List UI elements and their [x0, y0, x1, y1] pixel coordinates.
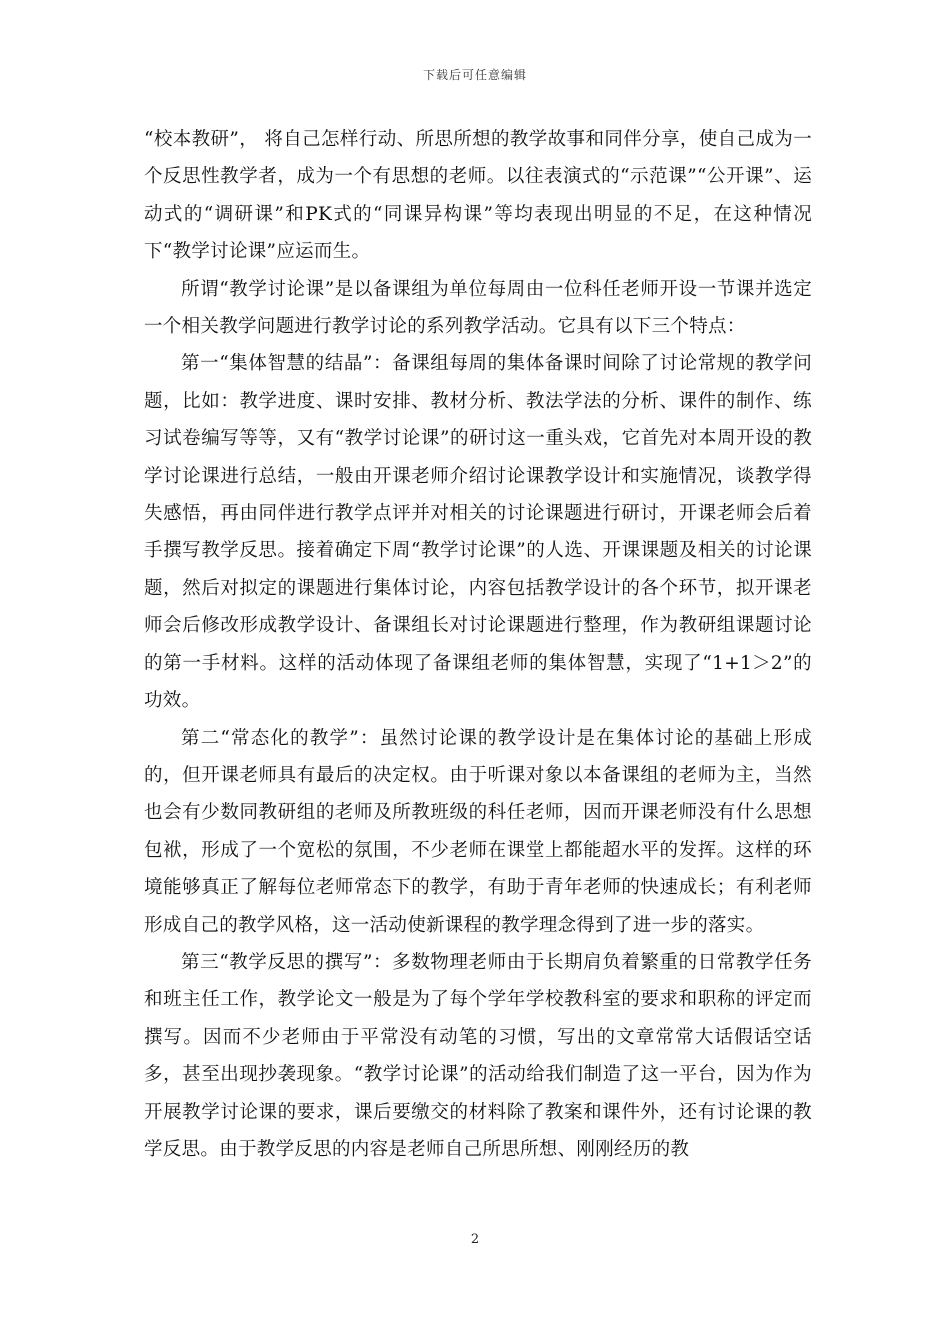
- paragraph-1: “校本教研”， 将自己怎样行动、所思所想的教学故事和同伴分享，使自己成为一个反思性教学者，成为一个有思想的老师。以往表演式的“示范课”“公开课”、运动式的“调研课”和PK式的“同课异构课”等均表现出明显的不足，在这种情况下“教学讨论课”应运而生。: [144, 129, 812, 263]
- paragraph-5: 第三“教学反思的撰写”：多数物理老师由于长期肩负着繁重的日常教学任务和班主任工作，教学论文一般是为了每个学年学校教科室的要求和职称的评定而撰写。因而不少老师由于平常没有动笔的习惯，写出的文章常常大话假话空话多，甚至出现抄袭现象。“教学讨论课”的活动给我们制造了这一平台，因为作为开展教学讨论课的要求，课后要缴交的材料除了教案和课件外，还有讨论课的教学反思。由于教学反思的内容是老师自己所思所想、刚刚经历的教: [144, 951, 812, 1160]
- page-number: 2: [470, 1232, 480, 1247]
- paragraph-3: 第一“集体智慧的结晶”：备课组每周的集体备课时间除了讨论常规的教学问题，比如：教学进度、课时安排、教材分析、教法学法的分析、课件的制作、练习试卷编写等等，又有“教学讨论课”的研讨这一重头戏，它首先对本周开设的教学讨论课进行总结，一般由开课老师介绍讨论课教学设计和实施情况，谈教学得失感悟，再由同伴进行教学点评并对相关的讨论课题进行研讨，开课老师会后着手撰写教学反思。接着确定下周“教学讨论课”的人选、开课课题及相关的讨论课题，然后对拟定的课题进行集体讨论，内容包括教学设计的各个环节，拟开课老师会后修改形成教学设计、备课组长对讨论课题进行整理，作为教研组课题讨论的第一手材料。这样的活动体现了备课组老师的集体智慧，实现了“1+1＞2”的功效。: [144, 353, 812, 712]
- page-header: 下载后可任意编辑: [422, 68, 527, 82]
- paragraph-4: 第二“常态化的教学”：虽然讨论课的教学设计是在集体讨论的基础上形成的，但开课老师具有最后的决定权。由于听课对象以本备课组的老师为主，当然也会有少数同教研组的老师及所教班级的科任老师，因而开课老师没有什么思想包袱，形成了一个宽松的氛围，不少老师在课堂上都能超水平的发挥。这样的环境能够真正了解每位老师常态下的教学，有助于青年老师的快速成长；有利老师形成自己的教学风格，这一活动使新课程的教学理念得到了进一步的落实。: [144, 727, 812, 936]
- paragraph-2: 所谓“教学讨论课”是以备课组为单位每周由一位科任老师开设一节课并选定一个相关教学问题进行教学讨论的系列教学活动。它具有以下三个特点：: [144, 278, 812, 338]
- document-body: [144, 121, 812, 1168]
